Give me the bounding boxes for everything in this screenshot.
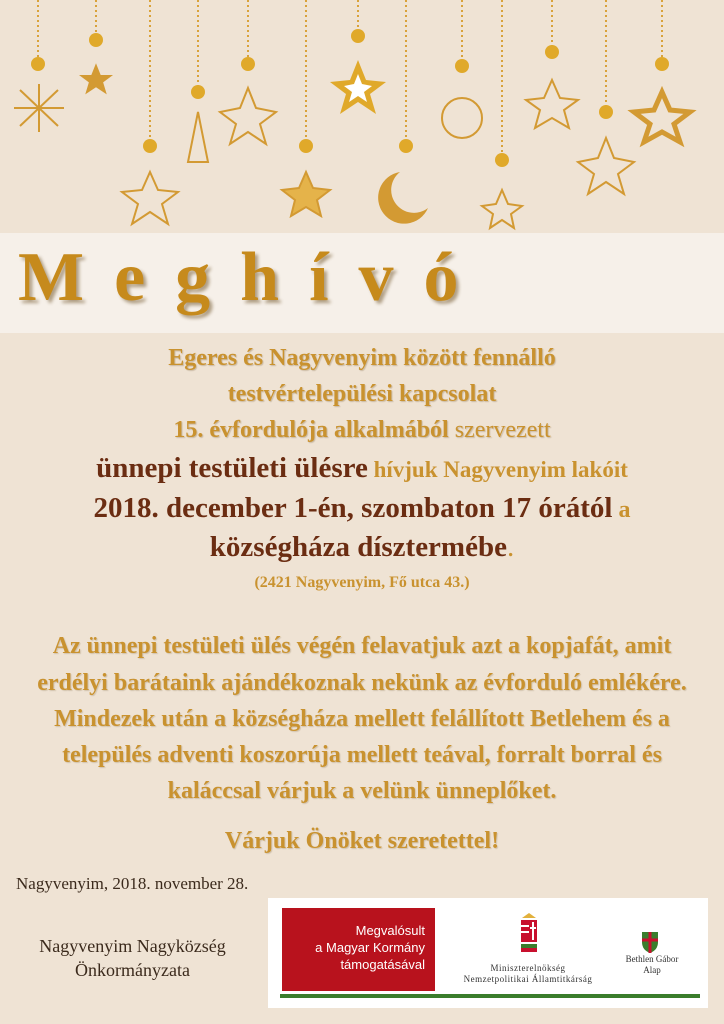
paragraph-line: település adventi koszorúja mellett teával, forralt borral és xyxy=(62,742,662,768)
invite-line-1: Egeres és Nagyvenyim között fennálló xyxy=(168,345,556,371)
closing-text: Várjuk Önöket szeretettel! xyxy=(224,828,500,854)
paragraph-line: erdélyi barátaink ajándékoznak nekünk az évforduló emlékére. xyxy=(37,670,687,696)
ministry-logo-text: Miniszterelnökség Nemzetpolitikai Államtitkárság xyxy=(463,963,593,984)
invite-line-4: ünnepi testületi ülésre hívjuk Nagyvenyim lakóit xyxy=(96,452,628,484)
paragraph-line: kaláccsal várjuk a velünk ünneplőket. xyxy=(167,778,557,804)
paragraph-line: Mindezek után a községháza mellett felállított Betlehem és a xyxy=(54,706,670,732)
invite-line-5: 2018. december 1-én, szombaton 17 órától a xyxy=(93,492,631,524)
government-support-badge: Megvalósult a Magyar Kormány támogatásával xyxy=(282,908,435,991)
venue-text: községháza dísztermébe xyxy=(209,531,507,563)
star-icon xyxy=(526,80,578,128)
star-icon xyxy=(578,138,634,194)
flower-icon xyxy=(442,98,482,138)
coat-of-arms-icon xyxy=(518,912,540,958)
moon-icon xyxy=(378,172,428,224)
star-icon xyxy=(282,172,330,216)
green-stripe xyxy=(280,994,700,998)
anniversary-text: 15. évfordulója alkalmából xyxy=(173,417,449,443)
session-text: ünnepi testületi ülésre xyxy=(96,452,368,484)
organization-line-2: Önkormányzata xyxy=(75,960,190,980)
sparkle-icon xyxy=(14,84,64,132)
bethlen-logo-text: Bethlen Gábor Alap xyxy=(625,954,679,975)
invite-line-2: testvértelepülési kapcsolat xyxy=(227,381,497,407)
sponsor-box xyxy=(268,898,708,1008)
tree-icon xyxy=(188,112,208,162)
invite-line-3: 15. évfordulója alkalmából szervezett xyxy=(173,417,551,443)
star-icon xyxy=(122,172,178,224)
star-icon xyxy=(82,66,110,92)
date-time-text: 2018. december 1-én, szombaton 17 órától xyxy=(93,492,613,524)
address-text: (2421 Nagyvenyim, Fő utca 43.) xyxy=(254,574,470,591)
bethlen-shield-icon xyxy=(640,930,660,954)
paragraph-line: Az ünnepi testületi ülés végén felavatjuk azt a kopjafát, amit xyxy=(52,633,672,659)
star-icon xyxy=(482,190,522,228)
star-icon xyxy=(220,88,276,144)
hanging-ornaments xyxy=(0,0,724,232)
invite-line-6: községháza dísztermébe. xyxy=(209,531,515,563)
date-line: Nagyvenyim, 2018. november 28. xyxy=(16,874,249,893)
page-title: Meghívó xyxy=(18,239,489,316)
organization-line-1: Nagyvenyim Nagyközség xyxy=(39,936,226,956)
star-icon xyxy=(634,92,690,142)
